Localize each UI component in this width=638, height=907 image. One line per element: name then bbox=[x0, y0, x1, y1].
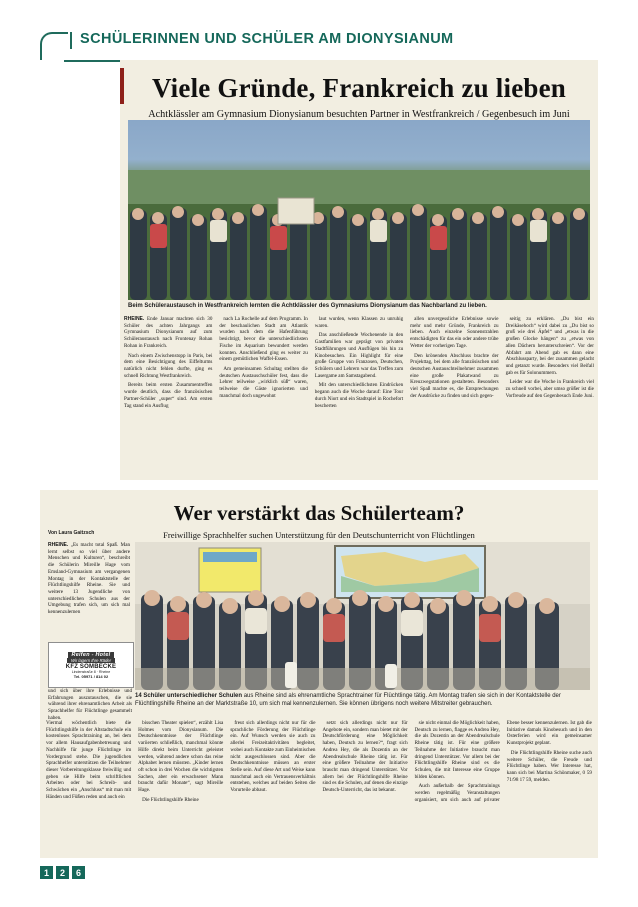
article2-para: setzt sich allerdings nicht nur für Angebote ein, sondern man bietet mit der Deutschförderung eine Möglichkeit haben, Deutsch zu lernen?“, fragt sich Andrea Hey, die als Dozentin an der Abendrealschule Rheine tätig ist. Für eine größere Teilnahme der Initiative braucht man dringend Unterstützer. Vor allem bei der Flüchtlingshilfe Rheine sind es die Schulen, auf denen die einzige Deutsch-Unterricht, das ist bekannt. bbox=[322, 720, 408, 794]
article2-caption-rest: aus Rheine sind als ehrenamtliche Sprachtrainer für Flüchtlinge tätig. Am Montag trafen sie sich in der Kontaktstelle der Flüchtlingshilfe Rheine an der Marktstraße 10, um sich mal kennenzulernen. Sie können übrigens noch weitere Mitstreiter gebrauchen. bbox=[135, 693, 561, 707]
article1-para: Das anschließende Wochenende in den Gastfamilien war geprägt von privaten Stadtführungen und Ausflügen bis hin zu Kinobesuchen. Ein Highlight für eine große Gruppe von Franzosen, Deutschen, Schülern und Lehrern war das Treffen zum Lasergame am Samstagabend. bbox=[314, 332, 404, 379]
article1-para: Am gemeinsamen Schultag stellten die deutschen Austauschschüler fest, dass die Lehrer teilweise „wirklich süß“ waren, teilweise die Gäste ignorierten und manchmal doch ungewohnt bbox=[219, 366, 308, 399]
article1-para: allen unvergessliche Erlebnisse sowie mehr und mehr Gründe, Frankreich zu lieben. Auch einzelne Sonnenstrahlen entschädigten für das ein oder andere trübe Wetter der vorherigen Tage. bbox=[410, 316, 499, 349]
article1-para: Ende Januar machten sich 30 Schüler des achten Jahrgangs am Gymnasium Dionysianum auf zum Schüleraustausch nach Frontenay Rohan Rohan in Frankreich. bbox=[124, 316, 213, 349]
article1-para: Den krönenden Abschluss brachte der Projekttag, bei dem alle französischen und deutschen Austauschteilnehmer zusammen eine große Plakatwand zu Kreuzwegstationen gestalteten. Besonders viel Spaß machte es, die Entsprechungen der Ausdrücke zu finden und sich gegen- bbox=[410, 352, 499, 399]
article2-body bbox=[46, 720, 592, 850]
article2-byline: Von Laura Gaitzsch bbox=[48, 530, 95, 536]
article-schuelerteam bbox=[40, 490, 598, 858]
article2-para: Viermal wöchentlich biete die Flüchtlingshilfe in der Altstadtschule ein kostenloses Sprachtraining an, bei dem vor allem Hausaufgabenbetreuung und Nachhilfe für junge Flüchtlinge im Vordergrund stehe. Die jugendlichen Sprachhelfer unterstützen die Teilnehmer dieser Vorbereitungsklasse freiwillig und geben sie Hilfe beim schriftlichen Arbeiten oder bei Schreib- und Schwächen ein „Anschluss“ mit man mit Händen und Füßen reden und auch ein bbox=[46, 720, 132, 800]
ad-line-3: KFZ SOMBECKE bbox=[65, 663, 117, 670]
article2-para: sie nicht einmal die Möglichkeit haben, Deutsch zu lernen, flagge es Andrea Hey, die als Dozentin an der Abendrealschule Rheine tätig ist. Für eine größere Teilnahme der Initiative braucht man dringend Unterstützer. Vor allem bei der Flüchtlingshilfe Rheine sind es die Schulen, die mit Interesse eine Gruppe bilden können. bbox=[414, 720, 500, 780]
page-footer bbox=[40, 866, 85, 879]
ad-line-2: Wir lagern Ihre Räder bbox=[67, 658, 115, 663]
article1-para: seitig zu erklären. „Du bist ein Dreikäsehoch“ wird dabei zu „Du bist so groß wie drei Äpfel“ und „etwas in die großen Glocke hängen“ zu „etwas von allen Dächern herunterschreien“. Vor der Abfahrt am Abend gab es dann eine Abschlussparty, bei der zusammen gelacht und getanzt wurde. Besonders viel Beifall gab es für Solonummern. bbox=[505, 316, 594, 376]
article2-photo-caption bbox=[135, 693, 590, 709]
page-number-3: 6 bbox=[72, 866, 85, 879]
article1-para: Bereits beim ersten Zusammentreffen wurde deutlich, dass die französischen Partner-Schüler „super“ sind. Am ersten Tag stand ein Ausflug bbox=[124, 382, 213, 409]
article2-para: Die Flüchtlingshilfe Rheine suche auch weitere Schüler, die Freude und Flüchtlinge haben. Wer Interesse hat, kann sich bei Martina Schönmaker, 0 59 71/98 17 59, melden. bbox=[506, 749, 592, 783]
ad-line-1: Reifen - Hotel bbox=[68, 652, 115, 658]
article1-subhead: Achtklässler am Gymnasium Dionysianum besuchten Partner in Westfrankreich / Gegenbesuch im Juni bbox=[148, 109, 570, 121]
article2-para: freut sich allerdings nicht nur für die sprachliche Förderung der Flüchtlinge ein. Auf Wunsch werden sie auch zu allerlei Freizeitaktivitäten begleitet, wobei auch Kontakte zum Einheimischen nicht ausgeschlossen sind. Aber die Deutschkenntnisse müssen an erster Stelle sein. Auf diese Art und Weise kann manchmal auch ein Vertrauensverhältnis entstehen, welches auf beiden Seiten die Vorurteile abbaut. bbox=[230, 720, 316, 794]
page-number-2: 2 bbox=[56, 866, 69, 879]
article2-lead-paragraph bbox=[48, 542, 130, 616]
article2-para: Die Flüchtlingshilfe Rheine bbox=[142, 796, 199, 803]
article1-para: Leider war die Woche in Frankreich viel zu schnell vorbei, aber umso größer ist die Vorfreude auf den Gegenbesuch Ende Juni. bbox=[505, 379, 594, 399]
article2-lead-continued: und sich über ihre Erlebnisse und Erfahrungen auszutauschen, die sie während ihrer ehrenamtlichen Arbeit als Sprachhelfer für Flüchtlinge gesammelt haben. bbox=[48, 688, 132, 721]
article1-photo bbox=[128, 120, 590, 300]
group-photo-illustration bbox=[128, 170, 590, 300]
section-title: SCHÜLERINNEN UND SCHÜLER AM DIONYSIANUM bbox=[80, 31, 454, 47]
article2-para: bisschen Theater spielen“, erzählt Lisa Holmes vom Dionysianum. Die Deutschkenntnisse der Flüchtlinge variierten schließlich, manchmal könnte Hilfe direkt beim Unterricht geleistet werden, während andere schon das reine Alphabet lernen müssten. „Kinder lernen oft schon in drei Wochen die wichtigsten Sachen, aber ein erwachsener Mann braucht dafür Monate“, sagt Mireille Hage. bbox=[138, 720, 224, 794]
page-number-1: 1 bbox=[40, 866, 53, 879]
headline-accent-bar bbox=[120, 68, 124, 104]
article2-photo bbox=[135, 542, 590, 690]
article1-para: nach La Rochelle auf dem Programm. In der beschaulichen Stadt am Atlantik wurden nach dem die Hafenführung besichtigt, bevor die unterschiedlichsten Fische im Aquarium bewundert werden konnten. Anschließend ging es weiter zu einem gemütlichen Waffel-Essen. bbox=[219, 316, 308, 363]
section-header bbox=[40, 30, 598, 62]
classroom-photo-illustration bbox=[135, 542, 590, 690]
article2-caption-lead: 14 Schüler unterschiedlicher Schulen bbox=[135, 693, 243, 699]
article2-lead-text: „Es macht total Spaß. Man lernt selbst so viel über andere Menschen und Kulturen“, beschreibt die Schülerin Mireille Hage vom Emsland-Gymnasium am vergangenen Montag in der Kontaktstelle der Flüchtlingshilfe Rheine. Sie und weitere 13 Jugendliche von unterschiedlichen Schulen aus der Umgebung trafen sich, um sich mal kennenzulernen bbox=[48, 542, 130, 616]
advertisement-kfz-sombecke[interactable] bbox=[48, 642, 134, 688]
article2-para: Auch außerhalb der Sprachtrainings werden regelmäßig Veranstaltungen organisiert, um sich auch auf privater Ebene besser kennenzulernen. Ist gab die Initiative damals Kinobesuch und in den Osterferien wird ein gemeinsamer Kunstprojekt geplant. bbox=[414, 720, 592, 803]
article1-dateline: RHEINE. bbox=[124, 316, 145, 322]
article2-dateline: RHEINE. bbox=[48, 542, 69, 548]
article1-para: laut wurden, wenn Klassen zu unruhig waren. bbox=[314, 316, 404, 329]
bracket-decoration-icon bbox=[40, 32, 68, 60]
article1-body bbox=[124, 316, 594, 476]
ad-line-5: Tel. 05971 / 814 02 bbox=[73, 673, 109, 679]
bracket-tick-icon bbox=[70, 32, 72, 49]
article1-para: Mit den unterschiedlichsten Eindrücken begann auch die Woche darauf: Eine Tour durch Niort und ein Stadtspiel in Rochefort bescherten bbox=[314, 382, 404, 409]
article1-photo-caption: Beim Schüleraustausch in Westfrankreich lernten die Achtklässler des Gymnasiums Dionysianum das Nachbarland zu lieben. bbox=[128, 303, 487, 309]
article-viele-gruende bbox=[120, 60, 598, 480]
article2-subhead: Freiwillige Sprachhelfer suchen Unterstützung für den Deutschunterricht von Flüchtlingen bbox=[163, 530, 475, 541]
ad-line-4: Lindenstraße 8 · Rheine bbox=[71, 669, 111, 674]
article1-headline: Viele Gründe, Frankreich zu lieben bbox=[151, 73, 567, 103]
article2-headline: Wer verstärkt das Schülerteam? bbox=[173, 501, 465, 525]
article1-para: Nach einem Zwischenstopp in Paris, bei dem eine Besichtigung des Eiffelturms natürlich nicht fehlen durfte, ging es schnell Richtung Westfrankreich. bbox=[124, 352, 213, 379]
